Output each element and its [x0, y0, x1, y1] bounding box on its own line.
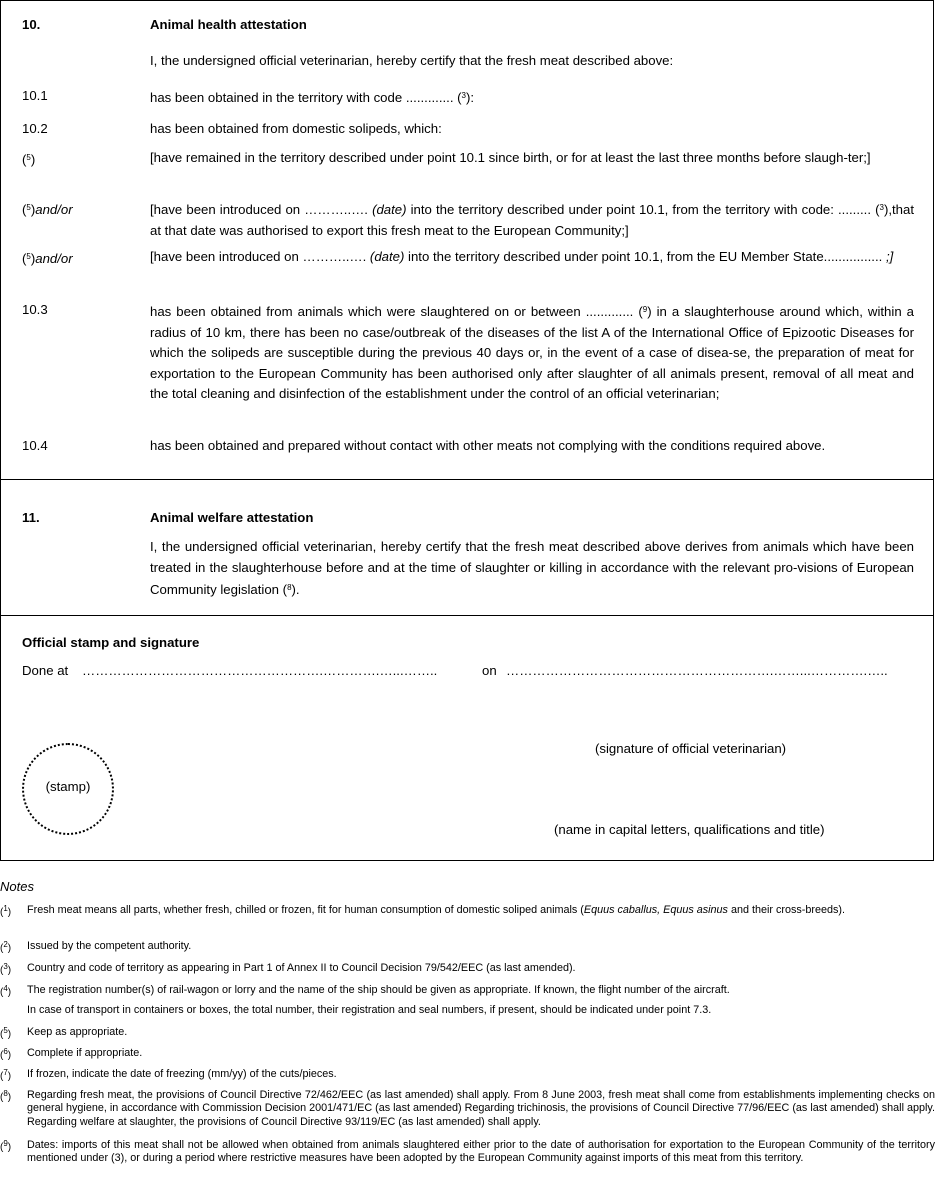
done-at-label: Done at	[22, 663, 69, 678]
point-10-1-number: 10.1	[22, 88, 48, 103]
on-label: on	[482, 663, 497, 678]
date-dotted-line: …………………………………………………….……...………….…..	[506, 663, 888, 678]
section-10-intro: I, the undersigned official veterinarian, hereby certify that the fresh meat described above:	[150, 53, 674, 68]
note-4-continuation: In case of transport in containers or boxes, the total number, their registration and seal numbers, if present, should be indicated under point 7.3.	[27, 1004, 712, 1016]
point-10-3-text: has been obtained from animals which were slaughtered on or between ............. ($^9$) in a slaughterhouse around which, within a radius of 10 km, there has been no case/outbreak of the diseases of the list A of the International Office of Epizootic Diseases for which the solipeds are susceptible during the previous 40 days or, in the event of a case of disea-se, the preparation of meat for exportation to the European Community has been authorised only after slaughter of all animals present, removal of all meat and the total cleaning and disinfection of the establishment under the control of an official veterinarian;	[150, 304, 915, 401]
section-10-title: Animal health attestation	[150, 17, 307, 32]
note-4-number: ($^4$)	[0, 984, 12, 998]
notes-heading: Notes	[0, 879, 34, 894]
note-3-number: ($^3$)	[0, 962, 12, 976]
name-caption: (name in capital letters, qualifications and title)	[554, 822, 825, 837]
signature-section-title: Official stamp and signature	[22, 635, 200, 650]
note-3-text: Country and code of territory as appearing in Part 1 of Annex II to Council Decision 79/542/EEC (as last amended).	[27, 962, 576, 974]
stamp-circle	[22, 743, 114, 835]
option-1-text: [have remained in the territory described under point 10.1 since birth, or for at least the last three months before slaugh-ter;]	[150, 150, 871, 165]
note-5-number: ($^5$)	[0, 1026, 12, 1040]
note-6-number: ($^6$)	[0, 1047, 12, 1061]
option-3-text: [have been introduced on ………..…. (date) into the territory described under point 10.1, from the EU Member State................ ;]	[150, 249, 894, 264]
note-1-text: Fresh meat means all parts, whether fresh, chilled or frozen, fit for human consumption of domestic soliped animals (Equus caballus, Equus asinus and their cross-breeds).	[27, 904, 845, 916]
note-2-number: ($^2$)	[0, 940, 12, 954]
section-divider	[0, 615, 934, 616]
point-10-1-text: has been obtained in the territory with code ............. ($^3$):	[150, 90, 475, 105]
note-9-number: ($^9$)	[0, 1139, 12, 1153]
note-9-text: Dates: imports of this meat shall not be allowed when obtained from animals slaughtered either prior to the date of authorisation for exportation to the European Community of the territory mentioned under (3), or during a period where restrictive measures have been adopted by the European Community against imports of this meat from this territory.	[27, 1139, 935, 1165]
note-2-text: Issued by the competent authority.	[27, 940, 192, 952]
point-10-2-number: 10.2	[22, 121, 48, 136]
note-7-number: ($^7$)	[0, 1068, 12, 1082]
option-2-mark: ($^5$)and/or	[22, 202, 73, 217]
option-3-mark: ($^5$)and/or	[22, 251, 73, 266]
note-5-text: Keep as appropriate.	[27, 1026, 128, 1038]
section-11-text: I, the undersigned official veterinarian, hereby certify that the fresh meat described above derives from animals which have been treated in the slaughterhouse before and at the time of slaughter or killing in accordance with the relevant pro-visions of European Community legislation ($^8$).	[150, 539, 914, 597]
place-dotted-line: ……………………………………………….………….…...……..	[82, 663, 438, 678]
point-10-2-text: has been obtained from domestic solipeds, which:	[150, 121, 442, 136]
section-10-number: 10.	[22, 17, 41, 32]
note-8-number: ($^8$)	[0, 1089, 12, 1103]
note-7-text: If frozen, indicate the date of freezing (mm/yy) of the cuts/pieces.	[27, 1068, 337, 1080]
point-10-4-text: has been obtained and prepared without contact with other meats not complying with the conditions required above.	[150, 438, 826, 453]
note-6-text: Complete if appropriate.	[27, 1047, 143, 1059]
signature-caption: (signature of official veterinarian)	[595, 741, 787, 756]
section-11-number: 11.	[22, 510, 40, 525]
option-1-mark: ($^5$)	[22, 152, 36, 167]
section-divider	[0, 479, 934, 480]
point-10-4-number: 10.4	[22, 438, 48, 453]
note-4-text: The registration number(s) of rail-wagon or lorry and the name of the ship should be given as appropriate. If known, the flight number of the aircraft.	[27, 984, 730, 996]
option-2-text: [have been introduced on ………..…. (date) into the territory described under point 10.1, from the territory with code: ......... ($^3$),that at that date was authorised to export this fresh meat to the European Community;]	[150, 202, 914, 238]
note-8-text: Regarding fresh meat, the provisions of Council Directive 72/462/EEC (as last amended) shall apply. From 8 June 2003, fresh meat shall come from establishments implementing checks on general hygiene, in accordance with Commission Decision 2001/471/EC (as last amended) Regarding trichinosis, the provisions of Council Directive 77/96/EEC (as last amended) shall apply. Regarding welfare at slaughter, the provisions of Council Directive 93/119/EC (as last amended) shall apply.	[27, 1089, 935, 1128]
stamp-label: (stamp)	[45, 779, 91, 794]
section-11-title: Animal welfare attestation	[150, 510, 314, 525]
note-1-number: ($^1$)	[0, 904, 12, 918]
point-10-3-number: 10.3	[22, 302, 48, 317]
